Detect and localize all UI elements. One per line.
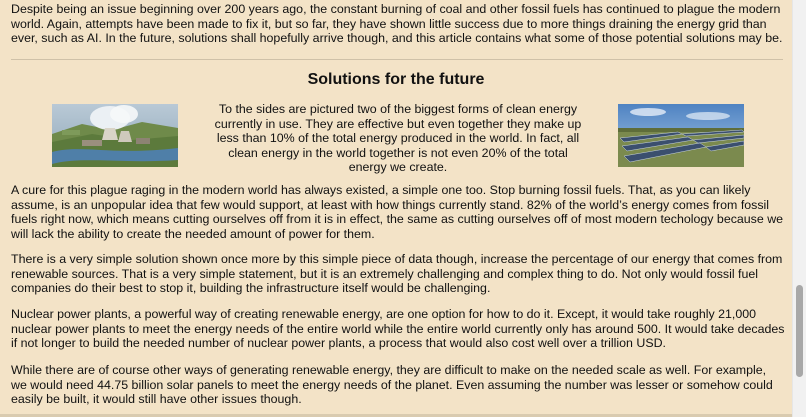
section-heading: Solutions for the future xyxy=(307,71,485,88)
nuclear-plant-photo xyxy=(52,104,178,167)
vertical-scrollbar[interactable] xyxy=(792,0,806,417)
intro-paragraph: Despite being an issue beginning over 200 years ago, the constant burning of coal and other fossil fuels has continued to plague the modern world. Again, attempts have been made to fix it, but so far, they have shown little success due to more things draining the energy grid than ever, such as AI. In the future, solutions shall hopefully arrive though, and this article contains what some of those potential solutions may be. xyxy=(11,2,783,46)
paragraph-1: A cure for this plague raging in the modern world has always existed, a simple one too. Stop burning fossil fuels. That, as you can likely assume, is an unpopular idea that few would support, at least with how things currently stand. 82% of the world’s energy comes from fossil fuels right now, which means cutting ourselves off from it is in effect, the same as cutting ourselves off of most modern techology because we will lack the ability to create the needed amount of power for them. xyxy=(11,183,784,241)
paragraph-3: Nuclear power plants, a powerful way of creating renewable energy, are one option for how to do it. Except, it would take roughly 21,000 nuclear power plants to meet the energy needs of the entire world while the entire world currently only has around 500. It would take decades if not longer to build the needed number of nuclear power plants, a process that would also cost well over a trillion USD. xyxy=(11,307,785,351)
solar-farm-photo xyxy=(618,104,744,167)
nuclear-plant-image xyxy=(52,104,178,167)
scrollbar-thumb[interactable] xyxy=(796,285,803,377)
paragraph-2: There is a very simple solution shown once more by this simple piece of data though, increase the percentage of our energy that comes from renewable sources. That is a very simple statement, but it is an extremely challenging and complex thing to do. Not only would fossil fuel companies do their best to stop it, building the infrastructure itself would be challenging. xyxy=(11,252,783,296)
section-divider xyxy=(11,59,783,60)
paragraph-4: While there are of course other ways of generating renewable energy, they are difficult to make on the needed scale as well. For example, we would need 44.75 billion solar panels to meet the energy needs of the planet. Even assuming the number was lesser or somehow could easily be built, it would still have other issues though. xyxy=(11,363,773,407)
images-caption: To the sides are pictured two of the biggest forms of clean energy currently in use. They are effective but even together they make up less than 10% of the total energy produced in the world. In fact, all clean energy in the world together is not even 20% of the total energy we create. xyxy=(214,102,582,175)
solar-farm-image xyxy=(618,104,744,167)
